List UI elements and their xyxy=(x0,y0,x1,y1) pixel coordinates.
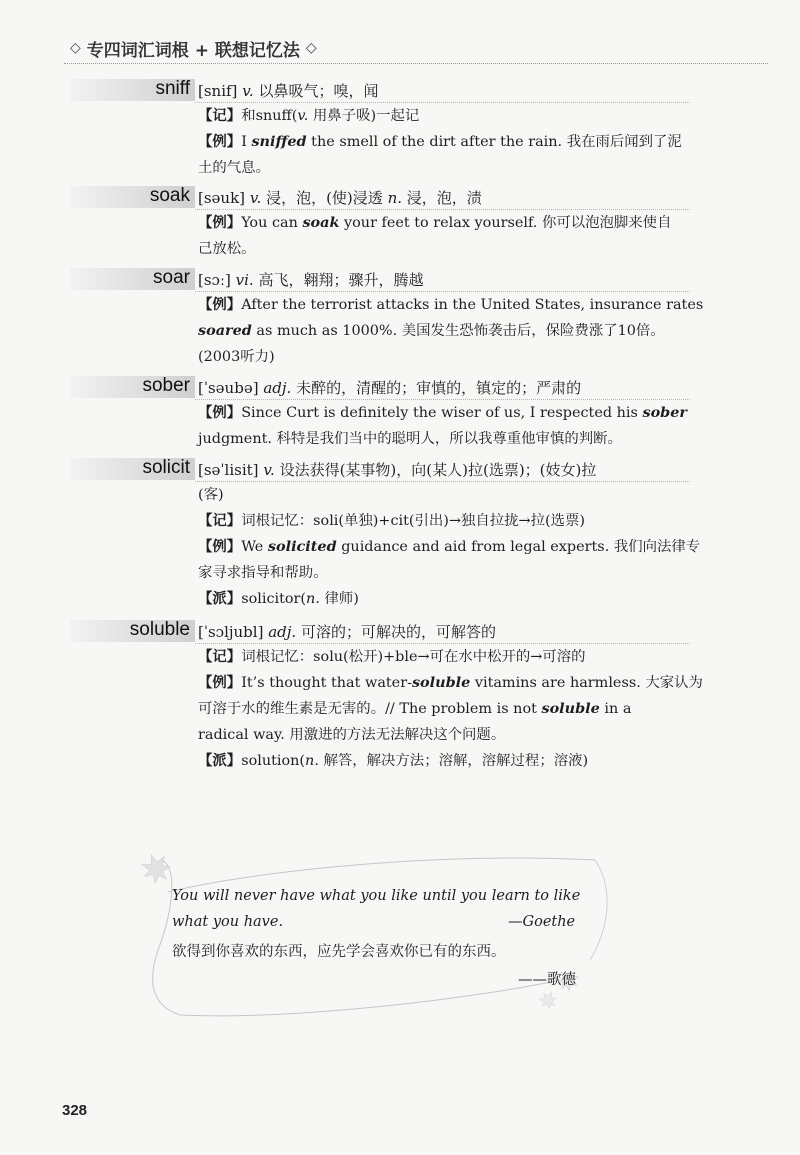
phonetic: [sɔː] xyxy=(198,271,231,289)
entry-sober xyxy=(70,374,690,452)
entry-soluble xyxy=(70,618,703,774)
example-line: 【例】After the terrorist attacks in the United States, insurance rates xyxy=(198,296,704,313)
entry-body xyxy=(198,292,704,370)
entry-headline xyxy=(70,456,690,482)
definition: 未醉的，清醒的；审慎的，镇定的；严肃的 xyxy=(296,379,582,397)
maple-leaf-icon xyxy=(140,850,174,886)
entry-headline xyxy=(70,77,690,103)
quote-english-line: You will never have what you like until you learn to like xyxy=(172,888,581,904)
part-of-speech: v. xyxy=(263,461,275,479)
example-line: 【例】I sniffed the smell of the dirt after the rain. 我在雨后闻到了泥 xyxy=(198,133,682,150)
entry-soak xyxy=(70,184,690,262)
diamond-ornament-icon: ◇ xyxy=(70,40,81,56)
example-line: 【例】You can soak your feet to relax yourself. 你可以泡泡脚来使自 xyxy=(198,214,672,231)
definition: 高飞，翱翔；骤升，腾越 xyxy=(258,271,424,289)
headword-definition xyxy=(198,377,581,398)
entry-headline xyxy=(70,266,690,292)
example-line: judgment. 科特是我们当中的聪明人，所以我尊重他审慎的判断。 xyxy=(198,431,622,447)
entry-solicit xyxy=(70,456,701,612)
example-line: 土的气息。 xyxy=(198,160,270,176)
phonetic: [snif] xyxy=(198,82,238,100)
running-header xyxy=(64,34,768,62)
part-of-speech: adj. xyxy=(263,379,292,397)
frame-swirl xyxy=(153,860,570,1016)
headword-definition xyxy=(198,187,482,208)
headword-rule xyxy=(195,102,690,103)
entry-body xyxy=(198,400,690,452)
example-line: 【例】We solicited guidance and aid from legal experts. 我们向法律专 xyxy=(198,538,701,555)
example-line: 己放松。 xyxy=(198,241,256,257)
example-line: 家寻求指导和帮助。 xyxy=(198,565,328,581)
maple-leaf-icon xyxy=(537,989,559,1011)
headword-definition xyxy=(198,459,596,480)
entry-headline xyxy=(70,618,690,644)
headword-definition xyxy=(198,269,423,290)
quote-english-author: —Goethe xyxy=(508,914,576,930)
definition: 浸，泡，渍 xyxy=(406,189,482,207)
headword-definition xyxy=(198,621,496,642)
quote-frame xyxy=(140,830,640,1030)
part-of-speech: v. xyxy=(249,189,262,207)
quote-box xyxy=(140,830,640,1030)
example-line: radical way. 用激进的方法无法解决这个问题。 xyxy=(198,727,506,743)
headword: sober xyxy=(142,375,190,396)
headword-rule xyxy=(195,291,690,292)
memory-line: 【记】和snuff(v. 用鼻子吸)一起记 xyxy=(198,107,420,124)
headword-rule xyxy=(195,643,690,644)
entry-soar xyxy=(70,266,704,370)
example-line: 【例】It’s thought that water-soluble vitamins are harmless. 大家认为 xyxy=(198,674,703,691)
phonetic: [ˈsəubə] xyxy=(198,379,259,397)
quote-chinese-author: ——歌德 xyxy=(518,972,576,988)
entry-body xyxy=(198,482,701,612)
phonetic: [səuk] xyxy=(198,189,246,207)
headword-definition xyxy=(198,80,378,101)
quote-chinese-line: 欲得到你喜欢的东西，应先学会喜欢你已有的东西。 xyxy=(172,944,506,960)
part-of-speech: adj. xyxy=(268,623,297,641)
entry-body xyxy=(198,210,690,262)
entry-headline xyxy=(70,184,690,210)
example-line: 【例】Since Curt is definitely the wiser of us, I respected his sober xyxy=(198,404,687,421)
phonetic: [səˈlisit] xyxy=(198,461,259,479)
entry-sniff xyxy=(70,77,690,181)
running-header-title: 专四词汇词根 + 联想记忆法 xyxy=(86,40,300,61)
diamond-ornament-icon: ◇ xyxy=(305,40,317,56)
derivative-line: 【派】solution(n. 解答，解决方法；溶解，溶解过程；溶液) xyxy=(198,752,589,769)
definition: 可溶的；可解决的，可解答的 xyxy=(300,623,496,641)
memory-line: 【记】词根记忆：soli(单独)+cit(引出)→独自拉拢→拉(选票) xyxy=(198,512,585,529)
entry-headline xyxy=(70,374,690,400)
headword: solicit xyxy=(142,457,190,478)
frame-swirl xyxy=(590,860,607,960)
quote-english-line: what you have. xyxy=(172,914,284,930)
part-of-speech: v. xyxy=(242,82,254,100)
headword-rule xyxy=(195,209,690,210)
definition: 设法获得(某事物)，向(某人)拉(选票)；(妓女)拉 xyxy=(279,461,597,479)
example-line: (2003听力) xyxy=(198,349,275,365)
part-of-speech: n. xyxy=(387,189,402,207)
example-line: soared as much as 1000%. 美国发生恐怖袭击后，保险费涨了10倍。 xyxy=(198,322,665,339)
example-line: 可溶于水的维生素是无害的。// The problem is not soluble in a xyxy=(198,700,632,717)
headword: sniff xyxy=(155,78,190,99)
definition: 以鼻吸气；嗅，闻 xyxy=(258,82,379,100)
headword-rule xyxy=(195,399,690,400)
frame-swirl xyxy=(168,858,595,892)
derivative-line: 【派】solicitor(n. 律师) xyxy=(198,590,359,607)
memory-line: 【记】词根记忆：solu(松开)+ble→可在水中松开的→可溶的 xyxy=(198,648,586,665)
entry-body xyxy=(198,103,690,181)
header-divider xyxy=(64,63,768,64)
headword: soak xyxy=(149,185,190,206)
page-number: 328 xyxy=(62,1102,88,1119)
definition: 浸，泡，(使)浸透 xyxy=(266,189,383,207)
headword-rule xyxy=(195,481,690,482)
headword: soar xyxy=(153,267,190,288)
definition-continuation: (客) xyxy=(198,487,224,503)
entry-body xyxy=(198,644,703,774)
headword: soluble xyxy=(129,619,190,640)
part-of-speech: vi. xyxy=(235,271,254,289)
phonetic: [ˈsɔljubl] xyxy=(198,623,264,641)
